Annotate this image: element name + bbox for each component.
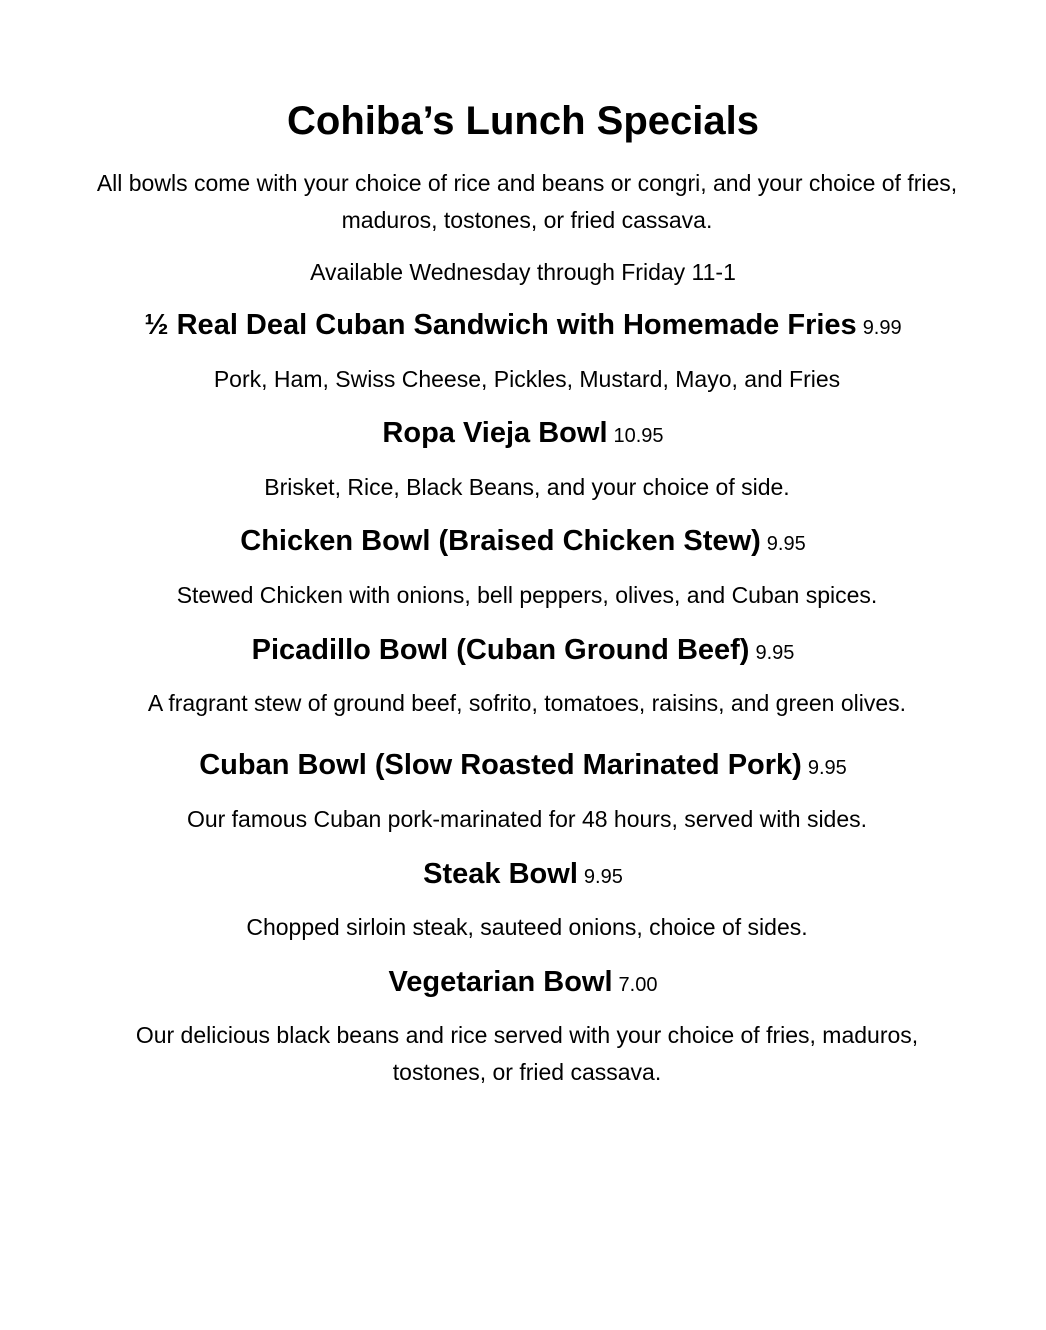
- menu-item-name: Chicken Bowl (Braised Chicken Stew): [240, 525, 761, 557]
- menu-item-price: 9.95: [583, 866, 623, 888]
- menu-item-heading: [0, 856, 1046, 895]
- menu-item-description: Chopped sirloin steak, sauteed onions, choice of sides.: [246, 914, 808, 940]
- menu-item-heading: [0, 307, 1046, 346]
- menu-item-description: A fragrant stew of ground beef, sofrito, tomatoes, raisins, and green olives.: [147, 690, 907, 716]
- menu-item-name: ½ Real Deal Cuban Sandwich with Homemade Fries: [144, 309, 857, 341]
- menu-item-name: Steak Bowl: [423, 858, 578, 890]
- menu-item-price: 10.95: [613, 425, 664, 447]
- menu-item-price: 9.95: [766, 533, 806, 555]
- menu-item-heading: [0, 747, 1046, 786]
- menu-item-description: Our delicious black beans and rice served with your choice of fries, maduros, tostones, or fried cassava.: [135, 1022, 919, 1085]
- menu-item-price: 7.00: [618, 974, 658, 996]
- menu-title: Cohiba’s Lunch Specials: [287, 99, 759, 143]
- menu-intro: All bowls come with your choice of rice and beans or congri, and your choice of fries, maduros, tostones, or fried cassava.: [96, 170, 958, 233]
- menu-item-description: Our famous Cuban pork-marinated for 48 hours, served with sides.: [186, 806, 868, 832]
- menu-item-name: Picadillo Bowl (Cuban Ground Beef): [251, 634, 750, 666]
- menu-item-heading: [0, 523, 1046, 562]
- menu-item-name: Ropa Vieja Bowl: [382, 417, 608, 449]
- menu-item-heading: [0, 415, 1046, 454]
- menu-item-heading: [0, 632, 1046, 671]
- availability-note: Available Wednesday through Friday 11-1: [310, 259, 736, 285]
- menu-item-description: Pork, Ham, Swiss Cheese, Pickles, Mustard, Mayo, and Fries: [213, 366, 841, 392]
- menu-item-heading: [0, 964, 1046, 1003]
- menu-item-description: Stewed Chicken with onions, bell peppers, olives, and Cuban spices.: [176, 582, 878, 608]
- menu-item-name: Vegetarian Bowl: [388, 966, 613, 998]
- menu-item-price: 9.99: [862, 317, 902, 339]
- menu-item-price: 9.95: [755, 642, 795, 664]
- menu-item-description: Brisket, Rice, Black Beans, and your choice of side.: [264, 474, 790, 500]
- menu-item-price: 9.95: [807, 757, 847, 779]
- menu-item-name: Cuban Bowl (Slow Roasted Marinated Pork): [199, 749, 802, 781]
